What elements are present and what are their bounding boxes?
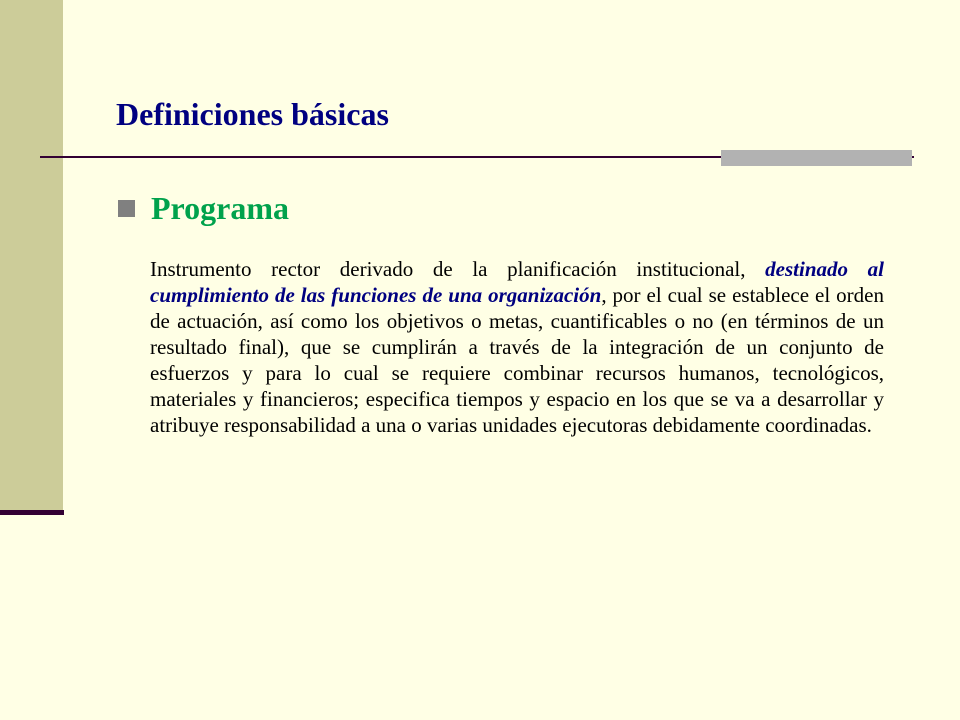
left-decorative-bar [0,0,63,512]
slide-title: Definiciones básicas [116,96,389,132]
definition-text-end: , por el cual se establece el orden de actuación, así como los objetivos o metas, cuantificables o no (en términos de un resultado final), que se cumplirán a través de la integración de un conjunto de esfuerzos y para lo cual se requiere combinar recursos humanos, tecnológicos, materiales y financieros; especifica tiempos y espacio en los que se va a desarrollar y atribuye responsabilidad a una o varias unidades ejecutoras debidamente coordinadas. [150,283,884,437]
definition-emphasis: destinado al cumplimiento de las funciones de una organización [150,257,884,307]
square-bullet-icon [118,200,135,217]
left-bar-accent-line [0,510,64,515]
title-divider-accent [721,150,912,166]
definition-paragraph [150,256,884,438]
definition-text-start: Instrumento rector derivado de la planificación institucional, [150,257,766,281]
bullet-heading: Programa [151,190,290,226]
